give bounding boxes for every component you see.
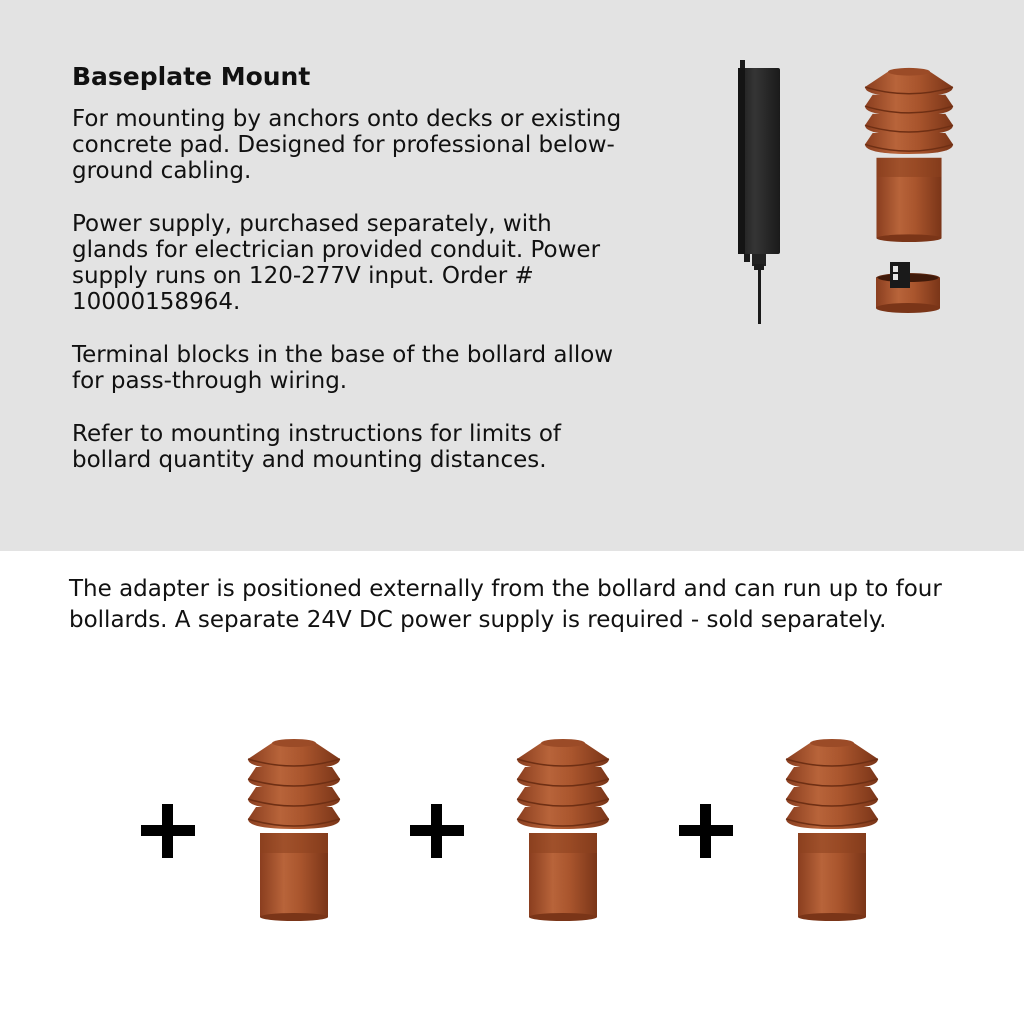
- plus-icon: [141, 804, 195, 858]
- section-heading: Baseplate Mount: [72, 62, 311, 91]
- product-illustration: [730, 58, 970, 328]
- bollard-light-3: [784, 737, 880, 921]
- paragraph-mounting-instructions: Refer to mounting instructions for limits of bollard quantity and mounting distances.: [72, 421, 562, 473]
- power-supply-icon: [738, 60, 780, 324]
- bollard-light-2: [515, 737, 611, 921]
- adapter-note: The adapter is positioned externally from the bollard and can run up to four bollards. A separate 24V DC power supply is required - sold separately.: [69, 576, 942, 633]
- paragraph-terminal-blocks: Terminal blocks in the base of the bollard allow for pass-through wiring.: [72, 342, 614, 394]
- bollard-exploded-icon: [865, 68, 953, 313]
- plus-icon: [410, 804, 464, 858]
- bollard-light-1: [246, 737, 342, 921]
- description-column: [72, 60, 632, 500]
- paragraph-power-supply: Power supply, purchased separately, with glands for electrician provided conduit. Power supply runs on 120-277V input. Order # 10000158964.: [72, 211, 601, 315]
- paragraph-mounting: For mounting by anchors onto decks or existing concrete pad. Designed for professional below-ground cabling.: [72, 106, 622, 184]
- power-supply-and-bollard-image: [730, 58, 970, 328]
- plus-icon: [679, 804, 733, 858]
